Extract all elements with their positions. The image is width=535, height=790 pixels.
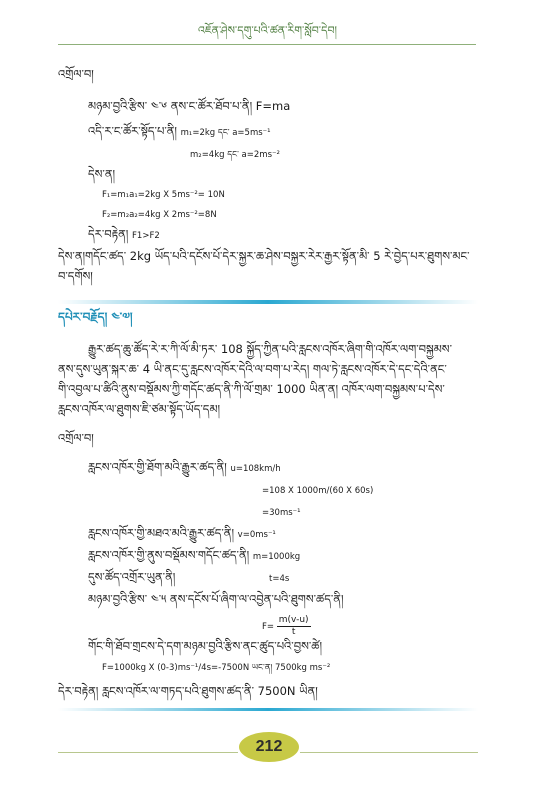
conclusion-line1: དེས་ན།གདོང་ཚད་ 2kg ཡོད་པའི་དངོས་པོ་དེར་སྐྱར་ཆ་ཤེས་བསྐྱར་རེར་རྒྱར་སྟོན་མི་ 5 རེ་བྱེད་པར་ཐུགས་མང་ (58, 249, 470, 263)
final-speed-text: རླངས་འཁོར་གྱི་མཐའ་མའི་རྒྱུར་ཚད་ནི། (88, 526, 235, 540)
force-f1: F₁=m₁a₁=2kg X 5ms⁻²= 10N (102, 190, 225, 200)
initial-speed-formula: u=108km/h (230, 464, 281, 474)
fraction-prefix: F= (262, 621, 275, 632)
compare-formula: F1>F2 (132, 231, 160, 241)
footer-rule-right (300, 752, 478, 753)
example-paragraph-line3: གི་འབྱལ་པ་ཚིའི་ནུས་བསྡོམས་ཀྱི་གདོང་ཚད་ནི་ཀི་ལོ་གྲམ་ 1000 ཡིན་ན། འཁོར་ལག་བསྐྱམས་པ་དེས་ (58, 382, 445, 396)
mass-formula: m=1000kg (252, 552, 301, 562)
answer-label: དེས་ན། (88, 167, 116, 181)
final-answer-line: དེར་བརྟེན། རླངས་འཁོར་ལ་གཏད་པའི་ཐུགས་ཚད་ནི་ 7500N ཡིན། (58, 684, 318, 698)
mass-line (88, 549, 300, 563)
fraction (277, 615, 311, 638)
fraction-denominator: t (291, 626, 296, 637)
example-paragraph-line4: རླངས་འཁོར་ལ་ཐུགས་ཇི་ཙམ་སྟོད་ཡོད་དམ། (58, 402, 221, 416)
solution2-label: འགྲོལ་བ། (58, 431, 94, 445)
example-paragraph-line2: ནས་དུས་ཡུན་སྐར་ཆ་ 4 ཡི་ནང་དུ་རླངས་འཁོར་དེའི་ལ་བག་པ་རེད། གལ་ཏེ་རླངས་འཁོར་དེ་དང་དེའི་ནང་ (58, 362, 447, 376)
example-paragraph-line1: རྒྱུར་ཚད་ཆུ་ཚོད་རེ་ར་ཀི་ལོ་མི་ཏར་ 108 སྐྱོད་ཀྱིན་པའི་རླངས་འཁོར་ཞིག་གི་འཁོར་ལག་བསྐྱམས་ (88, 342, 452, 356)
initial-speed-line (88, 461, 281, 475)
time-formula: t=4s (268, 574, 290, 584)
bottom-divider (58, 708, 478, 711)
result-formula: F=1000kg X (0-3)ms⁻¹/4s=-7500N ཡང་ན། 7500kg ms⁻² (102, 663, 331, 673)
page-number: 212 (239, 732, 299, 762)
formula-fma: F=ma (255, 99, 291, 113)
given-m1: m₁=2kg དང་ a=5ms⁻¹ (180, 128, 271, 138)
force-fraction-formula (262, 615, 311, 638)
running-header: འཇོན་ཤེས་དགུ་པའི་ཚན་རིག་སློབ་དེབ། (198, 24, 337, 37)
formula-intro (88, 100, 290, 114)
formula-intro-text: མཉམ་བྱའི་རྩིས་ ༤་༦ ནས་ང་ཚོར་ཐོབ་པ་ནི། (88, 99, 253, 113)
compare-line (88, 228, 160, 242)
initial-speed-step3: =30ms⁻¹ (262, 508, 301, 518)
fraction-numerator: m(v-u) (278, 615, 309, 625)
given-m2: m₂=4kg དང་ a=2ms⁻² (190, 150, 280, 160)
time-text: དུས་ཚོད་འགྲོར་ཡུན་ནི། (88, 570, 176, 584)
mass-text: རླངས་འཁོར་གྱི་ནུས་བསྡོམས་གདོང་ཚད་ནི། (88, 548, 250, 562)
conclusion-line2: བ་དགོས། (58, 269, 93, 283)
section-divider (58, 300, 478, 304)
compare-text: དེར་བརྟེན། (88, 227, 129, 241)
example-title: དཔེར་བརྗོད། ༤་༧། (58, 310, 133, 324)
time-line (88, 571, 289, 585)
force-f2: F₂=m₂a₂=4kg X 2ms⁻²=8N (102, 210, 217, 220)
footer-rule-left (58, 752, 238, 753)
solution-label: འགྲོལ་བ། (58, 67, 94, 81)
final-speed-line (88, 527, 276, 541)
substitution-line: གོང་གི་ཐོབ་གྲངས་དེ་དག་མཉམ་བྱའི་རྩིས་ནང་ཚུད་པའི་བྱས་ཚེ། (88, 639, 323, 653)
force-rule-line: མཉམ་བྱའི་རྩིས་ ༤་༥ ནས་དངོས་པོ་ཞིག་ལ་འབྱེན་པའི་ཐུགས་ཚད་ནི། (88, 592, 344, 606)
initial-speed-text: རླངས་འཁོར་གྱི་ཐོག་མའི་རྒྱུར་ཚད་ནི། (88, 460, 227, 474)
header-divider (58, 44, 476, 45)
given-values-line1 (88, 125, 271, 139)
given-values-text: འདི་ར་ང་ཚོར་སྟོད་པ་ནི། (88, 124, 177, 138)
initial-speed-step2: =108 X 1000m/(60 X 60s) (262, 486, 374, 496)
final-speed-formula: v=0ms⁻¹ (237, 530, 276, 540)
